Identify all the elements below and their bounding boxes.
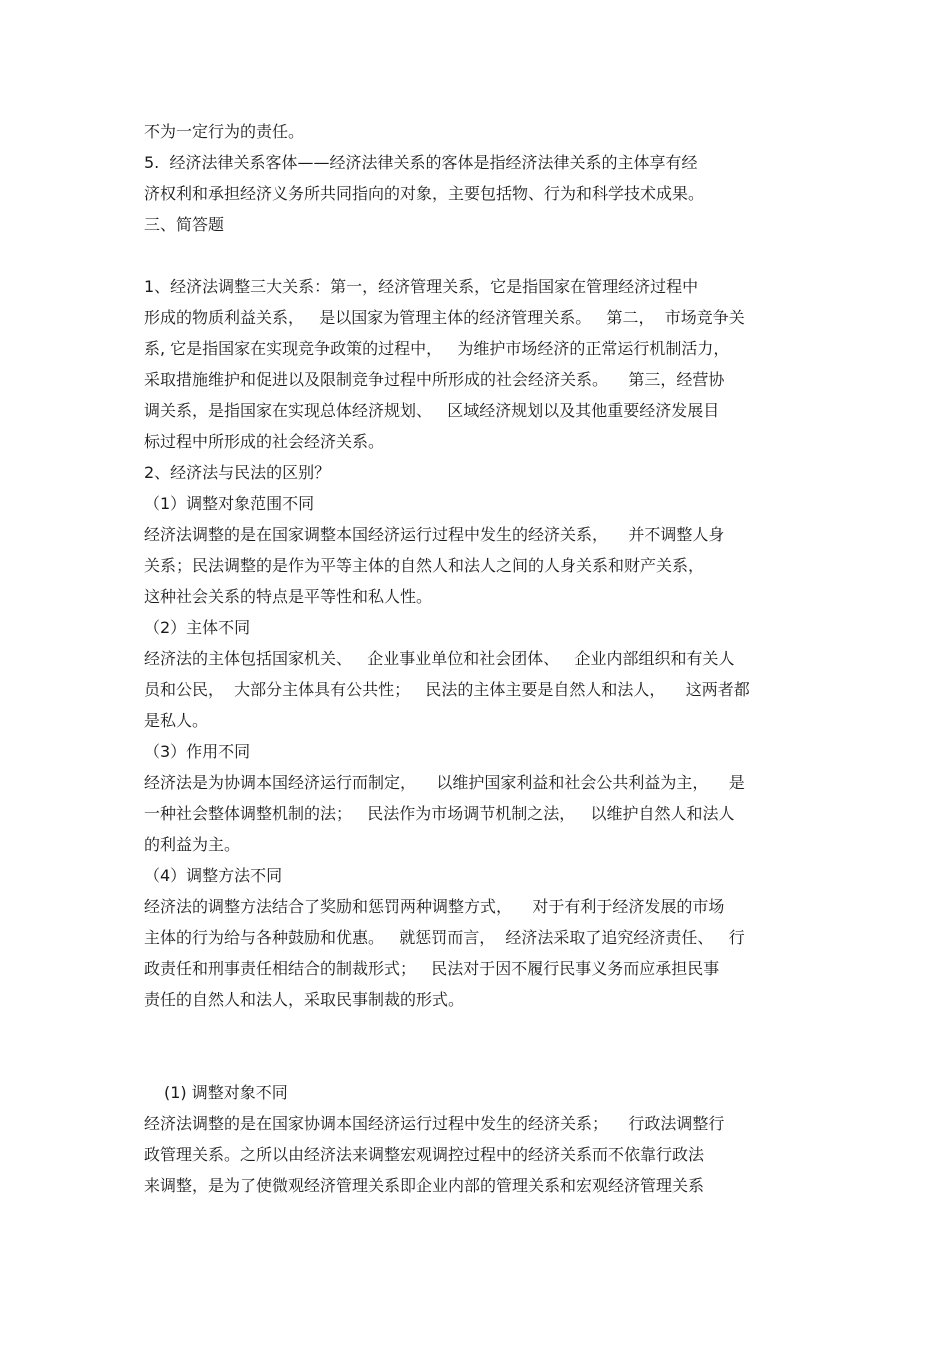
text-line: 5. 经济法律关系客体——经济法律关系的客体是指经济法律关系的主体享有经 — [144, 153, 698, 172]
question-heading: 2、经济法与民法的区别？ — [144, 463, 331, 482]
blank-line — [144, 1015, 814, 1046]
text-line: 一种社会整体调整机制的法； 民法作为市场调节机制之法， 以维护自然人和法人 — [144, 804, 735, 823]
sub-heading: (1) 调整对象不同 — [164, 1083, 288, 1102]
question-line — [144, 1046, 814, 1077]
question-line — [144, 240, 814, 271]
sub-heading: （2）主体不同 — [144, 618, 251, 637]
text-line: 1、经济法调整三大关系：第一，经济管理关系，它是指国家在管理经济过程中 — [144, 277, 699, 296]
text-line: 政管理关系。之所以由经济法来调整宏观调控过程中的经济关系而不依靠行政法 — [144, 1145, 705, 1164]
text-line: 经济法的主体包括国家机关、 企业事业单位和社会团体、 企业内部组织和有关人 — [144, 649, 735, 668]
text-line: 政责任和刑事责任相结合的制裁形式； 民法对于因不履行民事义务而应承担民事 — [144, 959, 720, 978]
text-line: 员和公民， 大部分主体具有公共性； 民法的主体主要是自然人和法人， 这两者都 — [144, 680, 750, 699]
sub-heading: （1）调整对象范围不同 — [144, 494, 315, 513]
text-line: 形成的物质利益关系， 是以国家为管理主体的经济管理关系。 第二， 市场竞争关 — [144, 308, 745, 327]
text-line: 采取措施维护和促进以及限制竞争过程中所形成的社会经济关系。 第三，经营协 — [144, 370, 725, 389]
text-line: 主体的行为给与各种鼓励和优惠。 就惩罚而言， 经济法采取了追究经济责任、 行 — [144, 928, 745, 947]
text-line: 经济法的调整方法结合了奖励和惩罚两种调整方式， 对于有利于经济发展的市场 — [144, 897, 725, 916]
sub-heading: （4）调整方法不同 — [144, 866, 283, 885]
text-line: 系, 它是指国家在实现竞争政策的过程中， 为维护市场经济的正常运行机制活力， — [144, 339, 730, 358]
text-line: 是私人。 — [144, 711, 209, 730]
text-line: 标过程中所形成的社会经济关系。 — [144, 432, 385, 451]
text-line: 济权利和承担经济义务所共同指向的对象，主要包括物、行为和科学技术成果。 — [144, 184, 705, 203]
sub-heading: （3）作用不同 — [144, 742, 251, 761]
text-line: 调关系，是指国家在实现总体经济规划、 区域经济规划以及其他重要经济发展目 — [144, 401, 720, 420]
text-line: 经济法是为协调本国经济运行而制定， 以维护国家利益和社会公共利益为主， 是 — [144, 773, 745, 792]
text-line: 责任的自然人和法人，采取民事制裁的形式。 — [144, 990, 465, 1009]
text-line: 不为一定行为的责任。 — [144, 122, 305, 141]
document-body — [144, 116, 814, 1201]
text-line: 经济法调整的是在国家调整本国经济运行过程中发生的经济关系， 并不调整人身 — [144, 525, 725, 544]
section-heading: 三、简答题 — [144, 215, 225, 234]
text-line: 经济法调整的是在国家协调本国经济运行过程中发生的经济关系； 行政法调整行 — [144, 1114, 725, 1133]
text-line: 来调整，是为了使微观经济管理关系即企业内部的管理关系和宏观经济管理关系 — [144, 1176, 705, 1195]
text-line: 这种社会关系的特点是平等性和私人性。 — [144, 587, 433, 606]
text-line: 的利益为主。 — [144, 835, 241, 854]
text-line: 关系；民法调整的是作为平等主体的自然人和法人之间的人身关系和财产关系， — [144, 556, 705, 575]
